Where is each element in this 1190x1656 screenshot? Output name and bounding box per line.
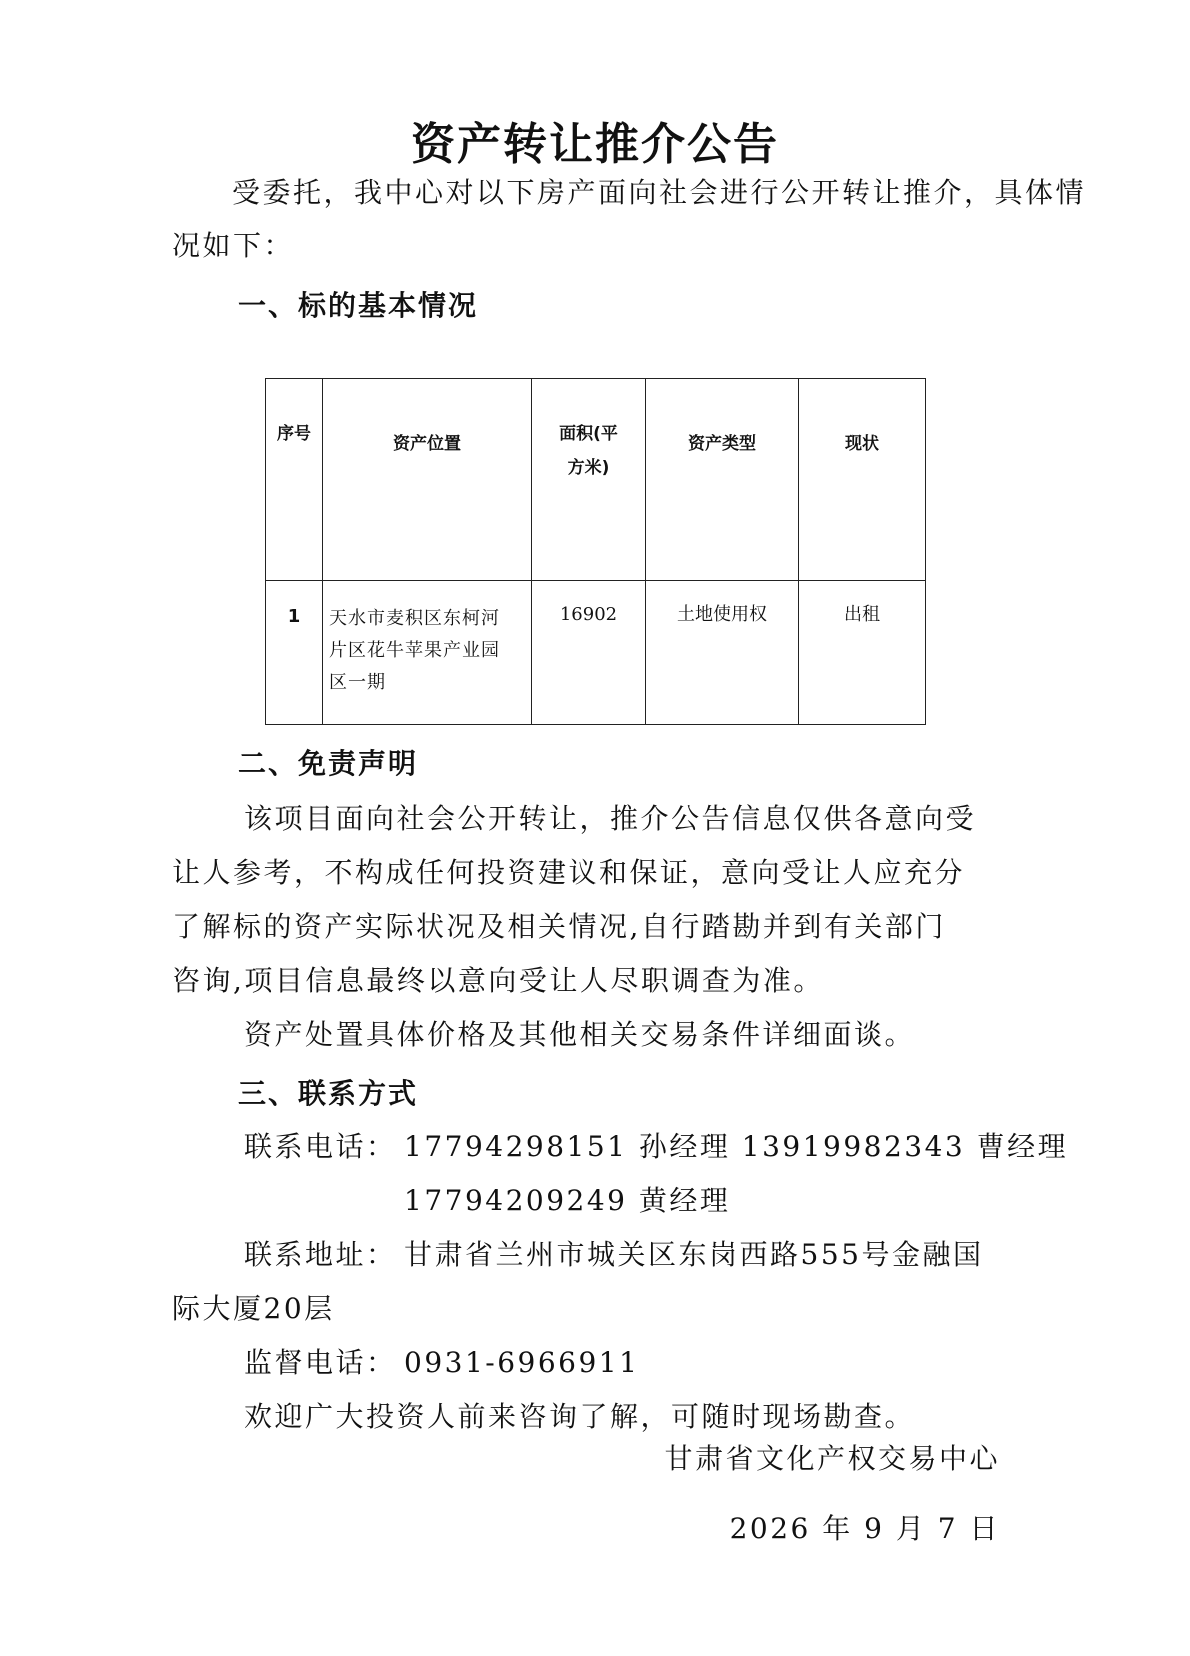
header-status: 现状 [799,379,926,581]
header-type: 资产类型 [646,379,799,581]
welcome-line: 欢迎广大投资人前来咨询了解，可随时现场勘查。 [244,1400,916,1433]
table-header-row [266,379,926,581]
section-3-heading: 三、联系方式 [238,1077,419,1110]
negotiation-line: 资产处置具体价格及其他相关交易条件详细面谈。 [244,1018,916,1051]
issue-date: 2026 年 9 月 7 日 [729,1512,1000,1545]
asset-table [265,378,926,725]
header-area-line1: 面积(平 [559,424,618,444]
cell-index: 1 [266,581,323,725]
cell-location [323,581,532,725]
intro-line-1: 受委托，我中心对以下房产面向社会进行公开转让推介，具体情 [232,176,1087,209]
phone-line-2: 17794209249 黄经理 [404,1184,731,1217]
header-area [532,379,646,581]
cell-status: 出租 [799,581,926,725]
cell-location-line3: 区一期 [329,672,386,693]
header-index: 序号 [266,379,323,581]
table-row [266,581,926,725]
phone-label: 联系电话： [244,1130,397,1163]
cell-area: 16902 [532,581,646,725]
address-line-1: 甘肃省兰州市城关区东岗西路555号金融国 [404,1238,984,1271]
supervise-label: 监督电话： [244,1346,397,1379]
cell-location-line1: 天水市麦积区东柯河 [329,608,500,629]
supervise-phone: 0931-6966911 [404,1346,640,1379]
cell-type: 土地使用权 [646,581,799,725]
phone-line-1: 17794298151 孙经理 13919982343 曹经理 [404,1130,1069,1163]
disclaimer-line-3: 了解标的资产实际状况及相关情况,自行踏勘并到有关部门 [172,910,946,943]
issuer-org: 甘肃省文化产权交易中心 [664,1442,1000,1475]
intro-line-2: 况如下： [172,229,295,262]
section-2-heading: 二、免责声明 [238,747,419,780]
disclaimer-line-2: 让人参考，不构成任何投资建议和保证，意向受让人应充分 [172,856,966,889]
disclaimer-line-1: 该项目面向社会公开转让，推介公告信息仅供各意向受 [244,802,977,835]
header-area-line2: 方米) [567,458,610,478]
page-title: 资产转让推介公告 [411,119,779,170]
header-location: 资产位置 [323,379,532,581]
section-1-heading: 一、标的基本情况 [238,289,479,322]
address-line-2: 际大厦20层 [172,1292,335,1325]
disclaimer-line-4: 咨询,项目信息最终以意向受让人尽职调查为准。 [172,964,824,997]
cell-location-line2: 片区花牛苹果产业园 [329,640,500,661]
address-label: 联系地址： [244,1238,397,1271]
